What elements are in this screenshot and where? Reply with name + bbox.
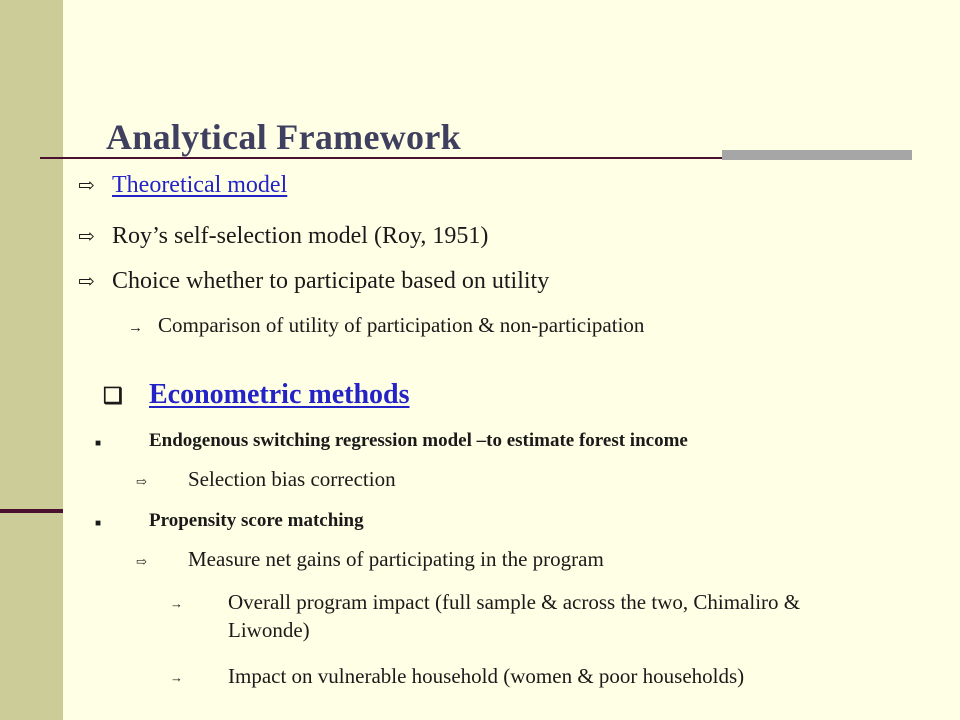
theory-subpoint-text: Comparison of utility of participation & non-participation bbox=[158, 313, 645, 337]
title-accent-bar bbox=[722, 150, 912, 160]
outline-arrow-icon: ⇨ bbox=[78, 226, 95, 248]
theory-heading-item bbox=[78, 172, 287, 199]
outline-arrow-icon: ⇨ bbox=[136, 554, 147, 569]
theory-heading-link[interactable]: Theoretical model bbox=[112, 172, 288, 198]
method-subsubitem-text: Impact on vulnerable household (women & poor households) bbox=[228, 664, 745, 688]
theory-subpoint bbox=[128, 313, 644, 338]
method-subitem bbox=[136, 467, 396, 492]
outline-arrow-icon: ⇨ bbox=[78, 175, 95, 197]
method-subsubitem-text: Overall program impact (full sample & across the two, Chimaliro & Liwonde) bbox=[228, 590, 801, 642]
method-subsubitem bbox=[170, 588, 870, 644]
method-item-text: Endogenous switching regression model –to estimate forest income bbox=[149, 430, 688, 451]
method-subitem bbox=[136, 547, 604, 572]
method-subsubitem bbox=[170, 662, 870, 692]
arrow-icon: → bbox=[170, 670, 183, 685]
methods-heading-link[interactable]: Econometric methods bbox=[149, 379, 410, 410]
theory-point-text: Choice whether to participate based on utility bbox=[112, 268, 550, 294]
slide-title: Analytical Framework bbox=[106, 117, 461, 157]
square-bullet-icon: ■ bbox=[95, 438, 102, 449]
outline-arrow-icon: ⇨ bbox=[136, 474, 147, 489]
theory-point-text: Roy’s self-selection model (Roy, 1951) bbox=[112, 223, 489, 249]
method-item-text: Propensity score matching bbox=[149, 510, 364, 531]
theory-point bbox=[78, 223, 488, 250]
sidebar-stripe bbox=[0, 0, 63, 720]
methods-heading-item bbox=[103, 379, 410, 411]
method-subitem-text: Measure net gains of participating in the program bbox=[188, 547, 604, 571]
outline-arrow-icon: ⇨ bbox=[78, 271, 95, 293]
sidebar-accent-line bbox=[0, 509, 63, 513]
arrow-icon: → bbox=[128, 320, 143, 336]
method-subitem-text: Selection bias correction bbox=[188, 467, 396, 491]
square-bullet-icon: ■ bbox=[95, 518, 102, 529]
theory-point bbox=[78, 268, 549, 295]
method-item bbox=[95, 430, 688, 452]
checkbox-icon: ❑ bbox=[103, 383, 123, 408]
method-item bbox=[95, 510, 364, 532]
arrow-icon: → bbox=[170, 596, 183, 611]
